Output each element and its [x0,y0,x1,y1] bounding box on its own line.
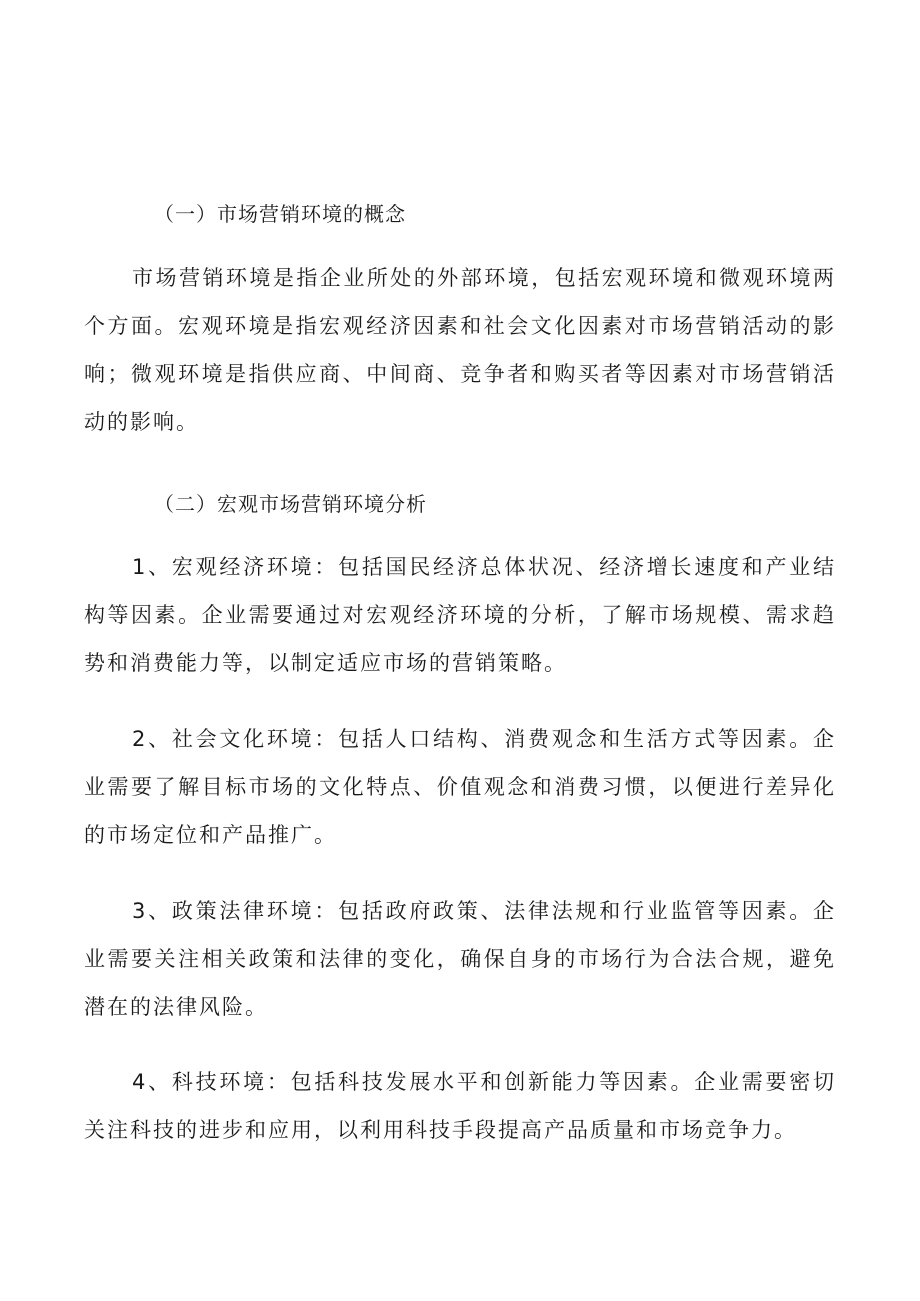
paragraph-social-cultural: 2、社会文化环境：包括人口结构、消费观念和生活方式等因素。企业需要了解目标市场的文化特点、价值观念和消费习惯，以便进行差异化的市场定位和产品推广。 [84,727,836,847]
paragraph-concept: 市场营销环境是指企业所处的外部环境，包括宏观环境和微观环境两个方面。宏观环境是指宏观经济因素和社会文化因素对市场营销活动的影响；微观环境是指供应商、中间商、竞争者和购买者等因素对市场营销活动的影响。 [84,266,836,434]
section-heading-concept: （一）市场营销环境的概念 [154,202,406,226]
paragraph-technology: 4、科技环境：包括科技发展水平和创新能力等因素。企业需要密切关注科技的进步和应用，以利用科技手段提高产品质量和市场竞争力。 [84,1070,836,1142]
paragraph-policy-legal: 3、政策法律环境：包括政府政策、法律法规和行业监管等因素。企业需要关注相关政策和法律的变化，确保自身的市场行为合法合规，避免潜在的法律风险。 [84,899,836,1019]
paragraph-macro-economic: 1、宏观经济环境：包括国民经济总体状况、经济增长速度和产业结构等因素。企业需要通过对宏观经济环境的分析，了解市场规模、需求趋势和消费能力等，以制定适应市场的营销策略。 [84,555,836,675]
section-heading-macro-analysis: （二）宏观市场营销环境分析 [154,492,427,516]
